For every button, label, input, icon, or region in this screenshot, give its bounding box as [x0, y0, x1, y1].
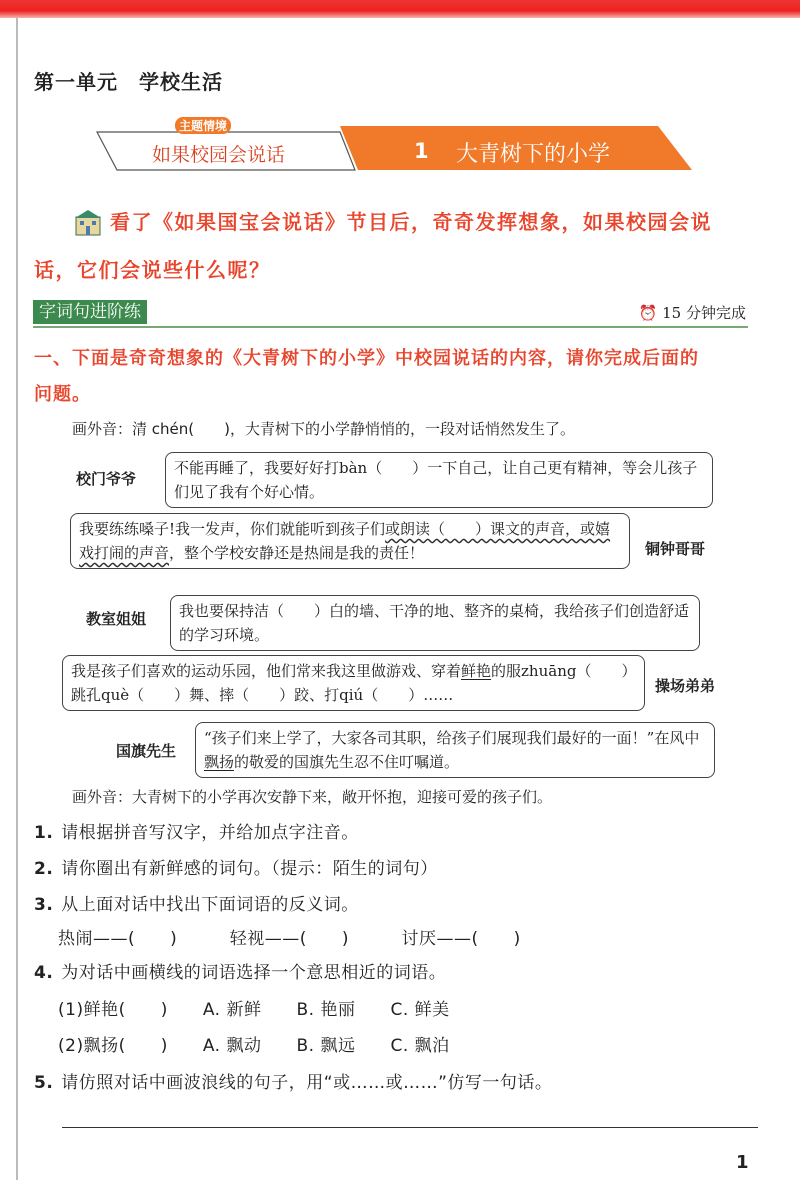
section-header — [33, 300, 748, 328]
speaker-gate: 校门爷爷 — [76, 470, 137, 488]
question-1-line-2: 问题。 — [34, 384, 91, 405]
question-item — [58, 995, 450, 1020]
speaker-classroom: 教室姐姐 — [86, 610, 147, 628]
theme-title: 如果校园会说话 — [152, 144, 286, 166]
dialog-bubble-playground — [62, 655, 645, 711]
dialog-text: 的敬爱的国旗先生忍不住叮嘱道。 — [234, 753, 460, 771]
dialog-bubble-classroom: 我也要保持洁（ ）白的墙、干净的地、整齐的桌椅，我给孩子们创造舒适的学习环境。 — [170, 595, 700, 651]
dialog-text: 我要练练嗓子!我一发声，你们就能听到孩子们 — [79, 520, 386, 538]
timer — [639, 302, 746, 323]
dialog-text: “孩子们来上学了，大家各司其职，给孩子们展现我们最好的一面！”在风中 — [204, 729, 700, 747]
wavy-underlined-text: 或朗读（ ）课文的声音，或嬉戏打闹的声音 — [79, 520, 611, 562]
intro-line-1: 看了《如果国宝会说话》节目后，奇奇发挥想象，如果校园会说 — [110, 210, 712, 234]
top-red-bar — [0, 0, 800, 18]
question-item — [34, 1068, 552, 1093]
intro-line-2: 话，它们会说些什么呢？ — [34, 258, 271, 282]
question-text: 请你圈出有新鲜感的词句。（提示：陌生的词句） — [61, 859, 438, 879]
question-item — [34, 818, 359, 843]
question-number: 1. — [34, 823, 54, 843]
question-number: 5. — [34, 1073, 54, 1093]
question-text: 请仿照对话中画波浪线的句子，用“或……或……”仿写一句话。 — [61, 1073, 553, 1093]
lesson-title: 大青树下的小学 — [456, 142, 611, 167]
answer-line[interactable] — [62, 1127, 758, 1128]
alarm-clock-icon: ⏰ — [638, 304, 658, 322]
question-text: (1)鲜艳( ) A. 新鲜 B. 艳丽 C. 鲜美 — [58, 1000, 450, 1020]
question-number: 4. — [34, 963, 54, 983]
question-text: (2)飘扬( ) A. 飘动 B. 飘远 C. 飘泊 — [58, 1036, 450, 1056]
question-item — [34, 854, 438, 879]
dialog-bubble-flag — [195, 722, 715, 778]
narration-1: 画外音：清 chén( )，大青树下的小学静悄悄的，一段对话悄然发生了。 — [72, 420, 575, 438]
question-item — [34, 958, 446, 983]
page-number: 1 — [736, 1152, 749, 1173]
question-text: 从上面对话中找出下面词语的反义词。 — [61, 895, 359, 915]
question-item — [34, 890, 359, 915]
question-text: 为对话中画横线的词语选择一个意思相近的词语。 — [61, 963, 447, 983]
school-building-icon — [74, 208, 102, 236]
dialog-bubble-bell — [70, 513, 630, 569]
question-number: 3. — [34, 895, 54, 915]
underlined-word: 鲜艳 — [461, 662, 492, 680]
question-number: 2. — [34, 859, 54, 879]
dialog-text: ，整个学校安静还是热闹是我的责任！ — [169, 544, 425, 562]
question-item — [58, 1031, 450, 1056]
speaker-playground: 操场弟弟 — [655, 677, 716, 695]
underlined-word: 飘扬 — [204, 753, 235, 771]
lesson-number: 1 — [414, 139, 429, 163]
narration-2: 画外音：大青树下的小学再次安静下来，敞开怀抱，迎接可爱的孩子们。 — [72, 788, 553, 806]
dialog-text: 我是孩子们喜欢的运动乐园，他们常来我这里做游戏、穿着 — [71, 662, 462, 680]
timer-text: 15 分钟完成 — [662, 304, 746, 322]
unit-title: 第一单元 学校生活 — [34, 70, 223, 94]
speaker-flag: 国旗先生 — [116, 742, 177, 760]
dialog-text: 的服zhuāng（ ）跳孔què（ ）舞、摔（ ）跤、打qiú（ ）…… — [71, 662, 629, 704]
section-label: 字词句进阶练 — [33, 300, 147, 324]
question-text: 热闹——( ) 轻视——( ) 讨厌——( ) — [58, 929, 521, 949]
speaker-bell: 铜钟哥哥 — [645, 540, 706, 558]
question-text: 请根据拼音写汉字，并给加点字注音。 — [61, 823, 359, 843]
question-item — [58, 924, 521, 949]
dialog-bubble-gate: 不能再睡了，我要好好打bàn（ ）一下自己，让自己更有精神，等会儿孩子们见了我有个好心情。 — [165, 452, 713, 508]
theme-tag: 主题情境 — [175, 117, 231, 134]
page-edge — [16, 18, 18, 1180]
question-1-line-1: 一、下面是奇奇想象的《大青树下的小学》中校园说话的内容，请你完成后面的 — [34, 348, 699, 369]
